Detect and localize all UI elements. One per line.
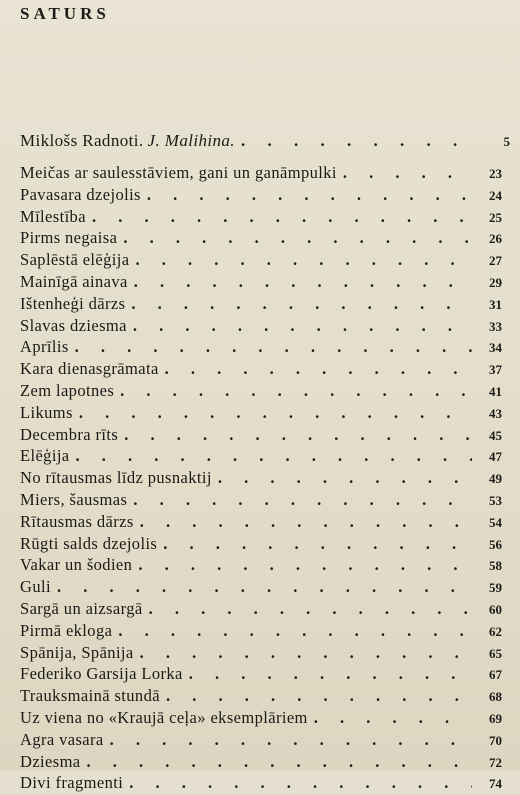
toc-entry (20, 512, 502, 534)
entry-page-number: 62 (489, 623, 502, 639)
intro-entry (20, 130, 510, 153)
dot-leader (166, 686, 472, 707)
dot-leader (87, 752, 472, 773)
entry-title: Divi fragmenti (20, 773, 124, 793)
dot-leader (165, 359, 472, 380)
toc-entry (20, 272, 502, 294)
toc-entry (20, 163, 502, 185)
dot-leader (75, 337, 472, 358)
toc-entry (20, 185, 502, 207)
dot-leader (129, 773, 472, 794)
entry-page-number: 72 (489, 754, 502, 770)
entry-title: Likums (20, 402, 73, 422)
entry-title: Pirms negaisa (20, 228, 118, 248)
entry-title: Rītausmas dārzs (20, 511, 134, 531)
toc-entry (20, 555, 502, 577)
toc-entry (20, 599, 502, 621)
dot-leader (131, 294, 472, 315)
toc-entry (20, 294, 502, 316)
entry-page-number: 24 (489, 187, 502, 203)
entry-title: Elēģija (20, 446, 70, 466)
entry-page-number: 56 (489, 536, 502, 552)
entry-page-number: 41 (489, 383, 502, 399)
entry-title: Pavasara dzejolis (20, 184, 141, 204)
dot-leader (147, 185, 472, 206)
dot-leader (163, 534, 472, 555)
toc-entry (20, 337, 502, 359)
entry-title: Meičas ar saulesstāviem, gani un ganāmpulki (20, 163, 337, 182)
entry-page-number: 23 (489, 166, 502, 181)
entry-title: Agra vasara (20, 729, 104, 749)
toc-entry (20, 490, 502, 512)
entry-page-number: 49 (489, 471, 502, 487)
toc-entry (20, 664, 502, 686)
entry-title: Mainīgā ainava (20, 271, 128, 291)
table-of-contents (20, 163, 502, 795)
toc-entry (20, 773, 502, 795)
entry-page-number: 67 (489, 667, 502, 683)
entry-page-number: 33 (489, 318, 502, 334)
dot-leader (343, 163, 472, 184)
entry-page-number: 47 (489, 449, 502, 465)
entry-title: Spānija, Spānija (20, 642, 134, 662)
toc-entry (20, 425, 502, 447)
intro-page-number: 5 (503, 134, 510, 149)
toc-entry (20, 381, 502, 403)
dot-leader (92, 207, 472, 228)
entry-page-number: 59 (489, 580, 502, 596)
entry-page-number: 31 (489, 296, 502, 312)
entry-page-number: 37 (489, 362, 502, 378)
toc-entry (20, 730, 502, 752)
toc-entry (20, 228, 502, 250)
entry-title: Rūgti salds dzejolis (20, 533, 158, 553)
entry-title: Aprīlis (20, 337, 69, 357)
toc-entry (20, 446, 502, 468)
toc-entry (20, 403, 502, 425)
toc-entry (20, 708, 502, 730)
toc-entry (20, 752, 502, 774)
dot-leader (123, 228, 472, 249)
page-heading: SATURS (20, 4, 110, 23)
entry-page-number: 34 (489, 340, 502, 356)
toc-row-intro (20, 130, 510, 153)
dot-leader (57, 577, 472, 598)
toc-entry (20, 577, 502, 599)
dot-leader (314, 708, 472, 729)
entry-page-number: 74 (489, 776, 502, 792)
toc-entry (20, 250, 502, 272)
toc-entry (20, 207, 502, 229)
dot-leader (133, 316, 472, 337)
dot-leader (138, 555, 472, 576)
toc-entry (20, 621, 502, 643)
entry-title: Zem lapotnes (20, 380, 115, 400)
entry-page-number: 70 (489, 732, 502, 748)
entry-page-number: 53 (489, 492, 502, 508)
dot-leader (110, 730, 472, 751)
dot-leader (189, 664, 472, 685)
entry-page-number: 25 (489, 209, 502, 225)
entry-title: Sargā un aizsargā (20, 598, 143, 618)
dot-leader (241, 130, 480, 152)
toc-entry (20, 534, 502, 556)
entry-page-number: 54 (489, 514, 502, 530)
toc-entry (20, 359, 502, 381)
intro-author: Miklošs Radnoti. (20, 131, 144, 150)
entry-title: No rītausmas līdz pusnaktij (20, 468, 212, 488)
entry-title: Decembra rīts (20, 424, 119, 444)
dot-leader (140, 512, 472, 533)
entry-page-number: 60 (489, 601, 502, 617)
entry-title: Dziesma (20, 751, 81, 771)
entry-page-number: 58 (489, 558, 502, 574)
dot-leader (134, 272, 472, 293)
dot-leader (149, 599, 472, 620)
dot-leader (218, 468, 472, 489)
entry-title: Miers, šausmas (20, 489, 128, 509)
entry-title: Guli (20, 577, 51, 597)
entry-page-number: 26 (489, 231, 502, 247)
entry-title: Slavas dziesma (20, 315, 127, 335)
entry-title: Saplēstā elēģija (20, 250, 130, 270)
dot-leader (140, 643, 472, 664)
toc-entry (20, 468, 502, 490)
toc-entry (20, 686, 502, 708)
intro-title: J. Malihina. (147, 131, 235, 150)
entry-page-number: 65 (489, 645, 502, 661)
entry-page-number: 43 (489, 405, 502, 421)
entry-page-number: 68 (489, 689, 502, 705)
toc-entry (20, 643, 502, 665)
dot-leader (76, 446, 472, 467)
dot-leader (79, 403, 472, 424)
toc-entry (20, 316, 502, 338)
entry-title: Vakar un šodien (20, 555, 133, 575)
dot-leader (124, 425, 472, 446)
dot-leader (118, 621, 472, 642)
entry-title: Trauksmainā stundā (20, 686, 160, 706)
dot-leader (120, 381, 472, 402)
entry-page-number: 69 (489, 710, 502, 726)
entry-title: Ištenheģi dārzs (20, 293, 126, 313)
entry-title: Mīlestība (20, 206, 86, 226)
entry-title: Federiko Garsija Lorka (20, 664, 183, 684)
dot-leader (133, 490, 472, 511)
entry-page-number: 45 (489, 427, 502, 443)
entry-title: Uz viena no «Kraujā ceļa» eksemplāriem (20, 707, 308, 727)
entry-page-number: 27 (489, 253, 502, 269)
entry-title: Kara dienasgrāmata (20, 359, 159, 379)
entry-page-number: 29 (489, 274, 502, 290)
entry-title: Pirmā ekloga (20, 620, 113, 640)
dot-leader (136, 250, 473, 271)
